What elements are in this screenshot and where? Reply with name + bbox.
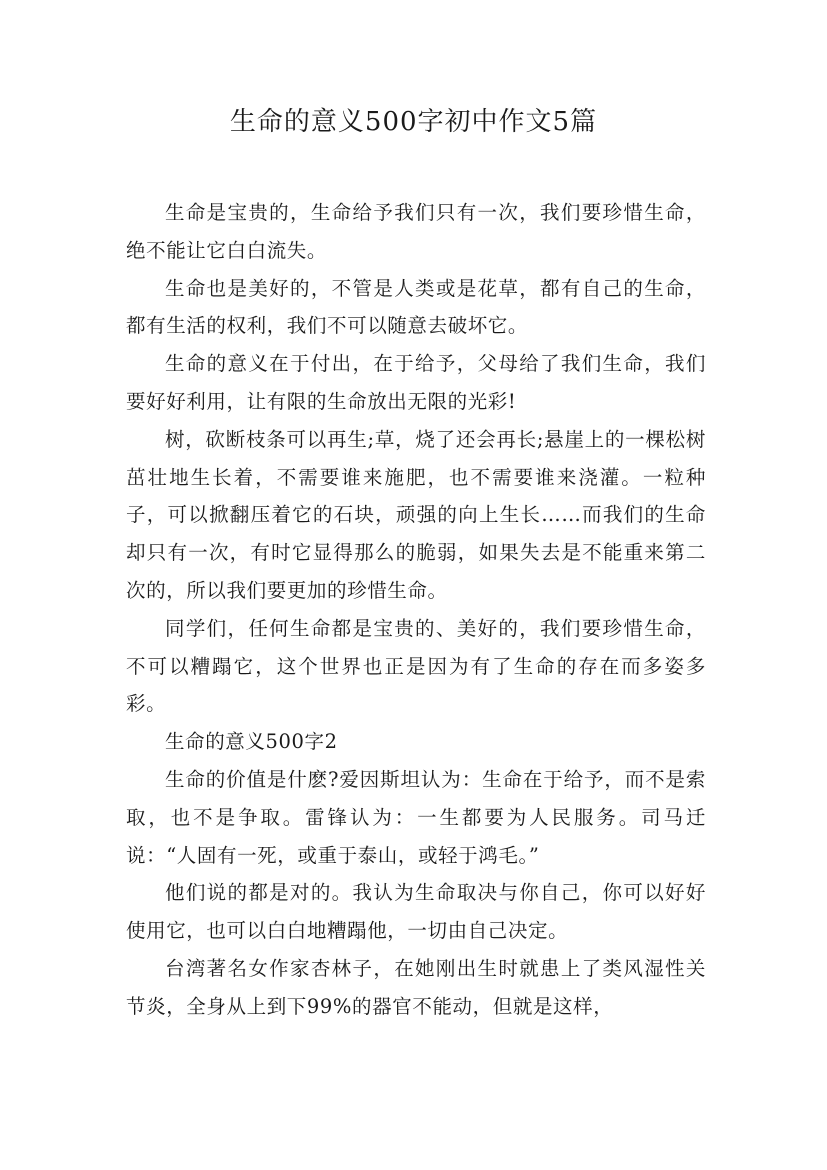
paragraph: 生命也是美好的，不管是人类或是花草，都有自己的生命，都有生活的权利，我们不可以随意去破坏它。 <box>126 276 706 338</box>
paragraph: 生命是宝贵的，生命给予我们只有一次，我们要珍惜生命，绝不能让它白白流失。 <box>126 201 706 262</box>
paragraph: 树，砍断枝条可以再生;草，烧了还会再长;悬崖上的一棵松树茁壮地生长着，不需要谁来施肥，也不需要谁来浇灌。一粒种子，可以掀翻压着它的石块，顽强的向上生长……而我们的生命却只有一次，有时它显得那么的脆弱，如果失去是不能重来第二次的，所以我们要更加的珍惜生命。 <box>126 427 706 602</box>
document-title: 生命的意义500字初中作文5篇 <box>229 107 598 137</box>
paragraph: 生命的价值是什麽?爱因斯坦认为：生命在于给予，而不是索取，也不是争取。雷锋认为：一生都要为人民服务。司马迁说：“人固有一死，或重于泰山，或轻于鸿毛。” <box>126 767 706 867</box>
paragraph: 同学们，任何生命都是宝贵的、美好的，我们要珍惜生命，不可以糟蹋它，这个世界也正是因为有了生命的存在而多姿多彩。 <box>126 616 706 716</box>
section-heading: 生命的意义500字2 <box>165 730 338 754</box>
paragraph: 台湾著名女作家杏林子，在她刚出生时就患上了类风湿性关节炎，全身从上到下99%的器官不能动，但就是这样， <box>126 956 706 1018</box>
document-body <box>126 194 706 1026</box>
paragraph: 生命的意义在于付出，在于给予，父母给了我们生命，我们要好好利用，让有限的生命放出无限的光彩! <box>126 352 706 413</box>
paragraph: 他们说的都是对的。我认为生命取决与你自己，你可以好好使用它，也可以白白地糟蹋他，一切由自己决定。 <box>126 881 706 943</box>
